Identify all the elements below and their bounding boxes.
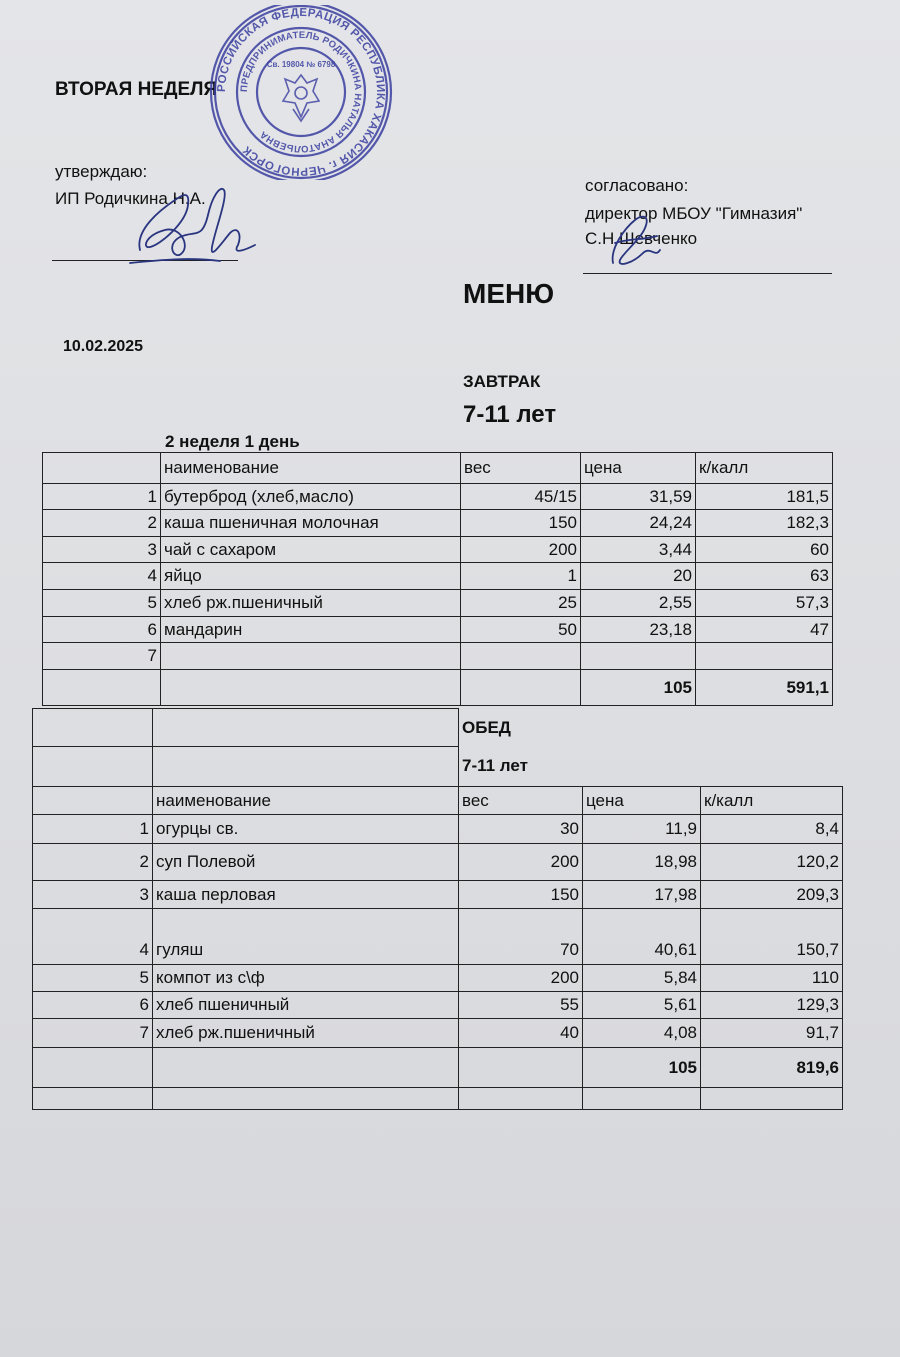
table-row — [33, 909, 843, 965]
dish-name: гуляш — [153, 909, 459, 965]
dish-price: 3,44 — [581, 537, 696, 563]
table-cell — [33, 787, 153, 815]
dish-price: 40,61 — [583, 909, 701, 965]
row-number: 2 — [43, 510, 161, 537]
approve-label: утверждаю: — [55, 162, 148, 181]
dish-weight: 200 — [459, 965, 583, 992]
dish-weight: 200 — [461, 537, 581, 563]
dish-weight: 25 — [461, 590, 581, 617]
menu-title: МЕНЮ — [463, 278, 555, 309]
total-row — [33, 1048, 843, 1088]
empty-row — [33, 1088, 843, 1110]
dish-kcal: 120,2 — [701, 844, 843, 881]
breakfast-table — [42, 452, 833, 706]
dish-name: каша перловая — [153, 881, 459, 909]
dish-kcal — [696, 643, 833, 670]
row-number: 6 — [43, 617, 161, 643]
header-price: цена — [581, 453, 696, 484]
table-row — [43, 643, 833, 670]
table-cell — [701, 1088, 843, 1110]
dish-price: 2,55 — [581, 590, 696, 617]
eagle-emblem-icon — [283, 75, 319, 121]
dish-weight: 150 — [461, 510, 581, 537]
dish-name: хлеб рж.пшеничный — [153, 1019, 459, 1048]
dish-weight: 45/15 — [461, 484, 581, 510]
dish-price: 11,9 — [583, 815, 701, 844]
dish-price: 5,84 — [583, 965, 701, 992]
header-weight: вес — [459, 787, 583, 815]
table-header-row — [43, 453, 833, 484]
table-row — [33, 1019, 843, 1048]
dish-weight: 30 — [459, 815, 583, 844]
dish-kcal: 8,4 — [701, 815, 843, 844]
table-cell — [33, 1048, 153, 1088]
table-row — [33, 815, 843, 844]
table-row — [43, 617, 833, 643]
table-row — [33, 965, 843, 992]
lunch-age-label: 7-11 лет — [459, 747, 843, 787]
agreed-label: согласовано: — [585, 176, 689, 195]
dish-name: каша пшеничная молочная — [161, 510, 461, 537]
dish-weight: 1 — [461, 563, 581, 590]
dish-name: хлеб пшеничный — [153, 992, 459, 1019]
total-row — [43, 670, 833, 706]
dish-kcal: 91,7 — [701, 1019, 843, 1048]
dish-kcal: 47 — [696, 617, 833, 643]
header-kcal: к/калл — [701, 787, 843, 815]
table-cell — [33, 1088, 153, 1110]
dish-name: яйцо — [161, 563, 461, 590]
dish-name: хлеб рж.пшеничный — [161, 590, 461, 617]
table-row — [43, 563, 833, 590]
total-price: 105 — [583, 1048, 701, 1088]
dish-kcal: 150,7 — [701, 909, 843, 965]
dish-weight: 70 — [459, 909, 583, 965]
table-cell — [461, 670, 581, 706]
table-cell — [153, 709, 459, 747]
lunch-label-row — [33, 709, 843, 747]
dish-price: 5,61 — [583, 992, 701, 1019]
breakfast-label: ЗАВТРАК — [463, 372, 541, 391]
dish-weight — [461, 643, 581, 670]
header-weight: вес — [461, 453, 581, 484]
director-signature — [605, 208, 665, 270]
table-row — [43, 537, 833, 563]
dish-name: мандарин — [161, 617, 461, 643]
table-cell — [153, 1048, 459, 1088]
table-row — [33, 881, 843, 909]
director-signature-line — [583, 273, 832, 274]
row-number: 7 — [43, 643, 161, 670]
dish-kcal: 181,5 — [696, 484, 833, 510]
dish-name: бутерброд (хлеб,масло) — [161, 484, 461, 510]
dish-kcal: 110 — [701, 965, 843, 992]
dish-price: 4,08 — [583, 1019, 701, 1048]
table-cell — [459, 1048, 583, 1088]
header-name: наименование — [153, 787, 459, 815]
dish-name: суп Полевой — [153, 844, 459, 881]
dish-price: 20 — [581, 563, 696, 590]
row-number: 3 — [33, 881, 153, 909]
row-number: 4 — [43, 563, 161, 590]
dish-price: 18,98 — [583, 844, 701, 881]
row-number: 5 — [33, 965, 153, 992]
row-number: 4 — [33, 909, 153, 965]
row-number: 7 — [33, 1019, 153, 1048]
stamp-outer-text: РОССИЙСКАЯ ФЕДЕРАЦИЯ РЕСПУБЛИКА ХАКАСИЯ г. ЧЕРНОГОРСК — [215, 6, 387, 178]
table-cell — [33, 747, 153, 787]
dish-weight: 50 — [461, 617, 581, 643]
table-cell — [33, 709, 153, 747]
stamp-center-text: Св. 19804 № 6798 — [266, 60, 336, 69]
header-price: цена — [583, 787, 701, 815]
dish-kcal: 63 — [696, 563, 833, 590]
dish-kcal: 57,3 — [696, 590, 833, 617]
total-price: 105 — [581, 670, 696, 706]
table-cell — [153, 1088, 459, 1110]
row-number: 2 — [33, 844, 153, 881]
header-kcal: к/калл — [696, 453, 833, 484]
dish-price: 24,24 — [581, 510, 696, 537]
approver-signature — [120, 175, 260, 270]
table-row — [43, 590, 833, 617]
table-cell — [43, 453, 161, 484]
dish-kcal: 182,3 — [696, 510, 833, 537]
director-title: директор МБОУ "Гимназия" — [585, 204, 803, 223]
dish-name: огурцы св. — [153, 815, 459, 844]
table-cell — [459, 1088, 583, 1110]
total-kcal: 591,1 — [696, 670, 833, 706]
dish-price: 31,59 — [581, 484, 696, 510]
table-cell — [583, 1088, 701, 1110]
dish-weight: 55 — [459, 992, 583, 1019]
lunch-label: ОБЕД — [459, 709, 843, 747]
table-row — [43, 510, 833, 537]
breakfast-age-label: 7-11 лет — [463, 401, 557, 428]
dish-weight: 150 — [459, 881, 583, 909]
dish-name: компот из с\ф — [153, 965, 459, 992]
table-row — [33, 844, 843, 881]
row-number: 1 — [33, 815, 153, 844]
row-number: 1 — [43, 484, 161, 510]
lunch-age-row — [33, 747, 843, 787]
table-cell — [43, 670, 161, 706]
dish-price: 23,18 — [581, 617, 696, 643]
dish-kcal: 60 — [696, 537, 833, 563]
total-kcal: 819,6 — [701, 1048, 843, 1088]
dish-weight: 40 — [459, 1019, 583, 1048]
approver-name: ИП Родичкина Н.А. — [55, 189, 206, 208]
dish-name — [161, 643, 461, 670]
table-header-row — [33, 787, 843, 815]
table-row — [43, 484, 833, 510]
row-number: 5 — [43, 590, 161, 617]
table-cell — [161, 670, 461, 706]
header-name: наименование — [161, 453, 461, 484]
dish-name: чай с сахаром — [161, 537, 461, 563]
director-name: С.Н.Шевченко — [585, 229, 698, 248]
round-stamp — [205, 5, 397, 180]
day-label: 2 неделя 1 день — [165, 432, 300, 451]
row-number: 6 — [33, 992, 153, 1019]
row-number: 3 — [43, 537, 161, 563]
dish-price — [581, 643, 696, 670]
table-cell — [153, 747, 459, 787]
week-title: ВТОРАЯ НЕДЕЛЯ — [55, 79, 218, 100]
dish-kcal: 209,3 — [701, 881, 843, 909]
stamp-inner-text: ПРЕДПРИНИМАТЕЛЬ РОДИЧКИНА НАТАЛЬЯ АНАТОЛЬЕВНА — [238, 29, 364, 155]
lunch-table — [32, 708, 843, 1110]
dish-weight: 200 — [459, 844, 583, 881]
menu-date: 10.02.2025 — [63, 338, 144, 355]
dish-price: 17,98 — [583, 881, 701, 909]
dish-kcal: 129,3 — [701, 992, 843, 1019]
table-row — [33, 992, 843, 1019]
